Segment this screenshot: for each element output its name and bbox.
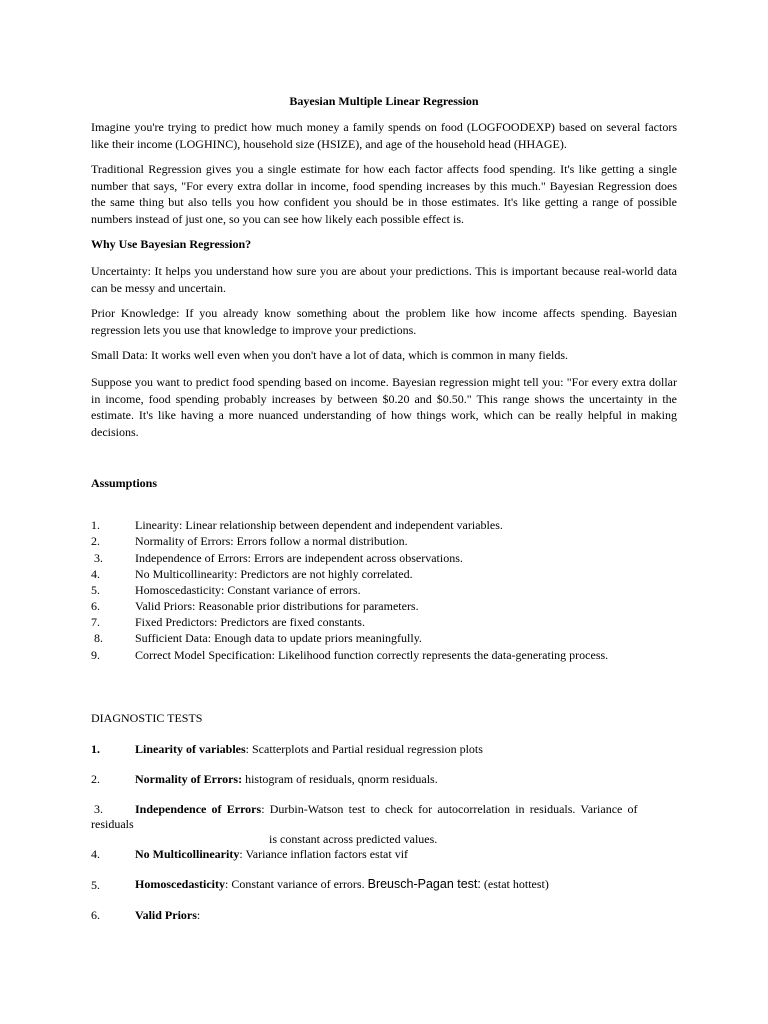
small-data-paragraph: Small Data: It works well even when you don't have a lot of data, which is common in many fields.	[91, 348, 569, 362]
test-description: : Scatterplots and Partial residual regression plots	[245, 742, 483, 756]
test-description: : Constant variance of errors.	[224, 877, 368, 891]
test-description: :	[196, 908, 201, 922]
list-item: Sufficient Data: Enough data to update priors meaningfully.	[135, 631, 422, 645]
intro-paragraph: Imagine you're trying to predict how much money a family spends on food (LOGFOODEXP) based on several factors like their income (LOGHINC), household size (HSIZE), and age of the household head (HHAGE).	[91, 120, 677, 151]
test-command: (estat hottest)	[480, 877, 549, 891]
test-name: Homoscedasticity	[135, 877, 225, 891]
list-item-number: 8.	[94, 631, 103, 645]
test-method: Breusch-Pagan test:	[367, 877, 481, 891]
list-item-number: 4.	[91, 567, 100, 581]
test-name: Normality of Errors:	[135, 772, 243, 786]
test-number: 5.	[91, 878, 100, 892]
test-description: histogram of residuals, qnorm residuals.	[242, 772, 438, 786]
test-description: : Variance inflation factors estat vif	[239, 847, 409, 861]
test-line-homoscedasticity	[135, 876, 549, 892]
suppose-paragraph: Suppose you want to predict food spending based on income. Bayesian regression might tell you: "For every extra dollar in income, food spending probably increases by between $0.20 and $0.50." This range shows the uncertainty in the estimate. It's like having a more nuanced understanding of how things work, which can be really helpful in making decisions.	[91, 375, 677, 439]
list-item: Linearity: Linear relationship between dependent and independent variables.	[135, 518, 503, 532]
why-heading: Why Use Bayesian Regression?	[91, 237, 252, 251]
list-item: Correct Model Specification: Likelihood function correctly represents the data-generating process.	[135, 648, 609, 662]
list-item: No Multicollinearity: Predictors are not highly correlated.	[135, 567, 413, 581]
list-item-number: 1.	[91, 518, 100, 532]
list-item-number: 6.	[91, 599, 100, 613]
test-number: 4.	[91, 847, 100, 861]
test-number: 1.	[91, 742, 100, 756]
test-name: Valid Priors	[135, 908, 197, 922]
list-item-number: 9.	[91, 648, 100, 662]
test-description: : Durbin-Watson test to check for autocorrelation in residuals. Variance of	[261, 802, 638, 816]
test-line-normality	[135, 771, 438, 787]
test-line-multicollinearity	[135, 846, 408, 862]
list-item: Independence of Errors: Errors are independent across observations.	[135, 551, 463, 565]
test-description-continued: residuals	[91, 817, 134, 831]
diagnostic-heading: DIAGNOSTIC TESTS	[91, 711, 203, 725]
traditional-paragraph: Traditional Regression gives you a single estimate for how each factor affects food spending. It's like getting a single number that says, "For every extra dollar in income, food spending increases by this much." Bayesian Regression does the same thing but also tells you how confident you should be in those estimates. It's like getting a range of possible numbers instead of just one, so you can see how likely each possible effect is.	[91, 162, 677, 226]
test-name: Independence of Errors	[135, 802, 262, 816]
list-item-number: 7.	[91, 615, 100, 629]
assumptions-heading: Assumptions	[91, 476, 158, 490]
test-description-continued: is constant across predicted values.	[269, 832, 438, 846]
list-item: Fixed Predictors: Predictors are fixed constants.	[135, 615, 365, 629]
test-number: 6.	[91, 908, 100, 922]
prior-paragraph: Prior Knowledge: If you already know something about the problem like how income affects spending. Bayesian regression lets you use that knowledge to improve your predictions.	[91, 306, 677, 337]
list-item: Valid Priors: Reasonable prior distributions for parameters.	[135, 599, 419, 613]
uncertainty-paragraph: Uncertainty: It helps you understand how sure you are about your predictions. This is important because real-world data can be messy and uncertain.	[91, 264, 677, 295]
test-name: No Multicollinearity	[135, 847, 240, 861]
document-title: Bayesian Multiple Linear Regression	[289, 94, 479, 108]
list-item-number: 3.	[94, 551, 103, 565]
test-name: Linearity of variables	[135, 742, 246, 756]
list-item-number: 5.	[91, 583, 100, 597]
list-item-number: 2.	[91, 534, 100, 548]
test-line-valid-priors	[135, 907, 200, 923]
test-line-independence	[135, 801, 677, 817]
list-item: Homoscedasticity: Constant variance of errors.	[135, 583, 361, 597]
test-number: 3.	[94, 802, 103, 816]
list-item: Normality of Errors: Errors follow a normal distribution.	[135, 534, 408, 548]
test-line-linearity	[135, 741, 483, 757]
test-number: 2.	[91, 772, 100, 786]
